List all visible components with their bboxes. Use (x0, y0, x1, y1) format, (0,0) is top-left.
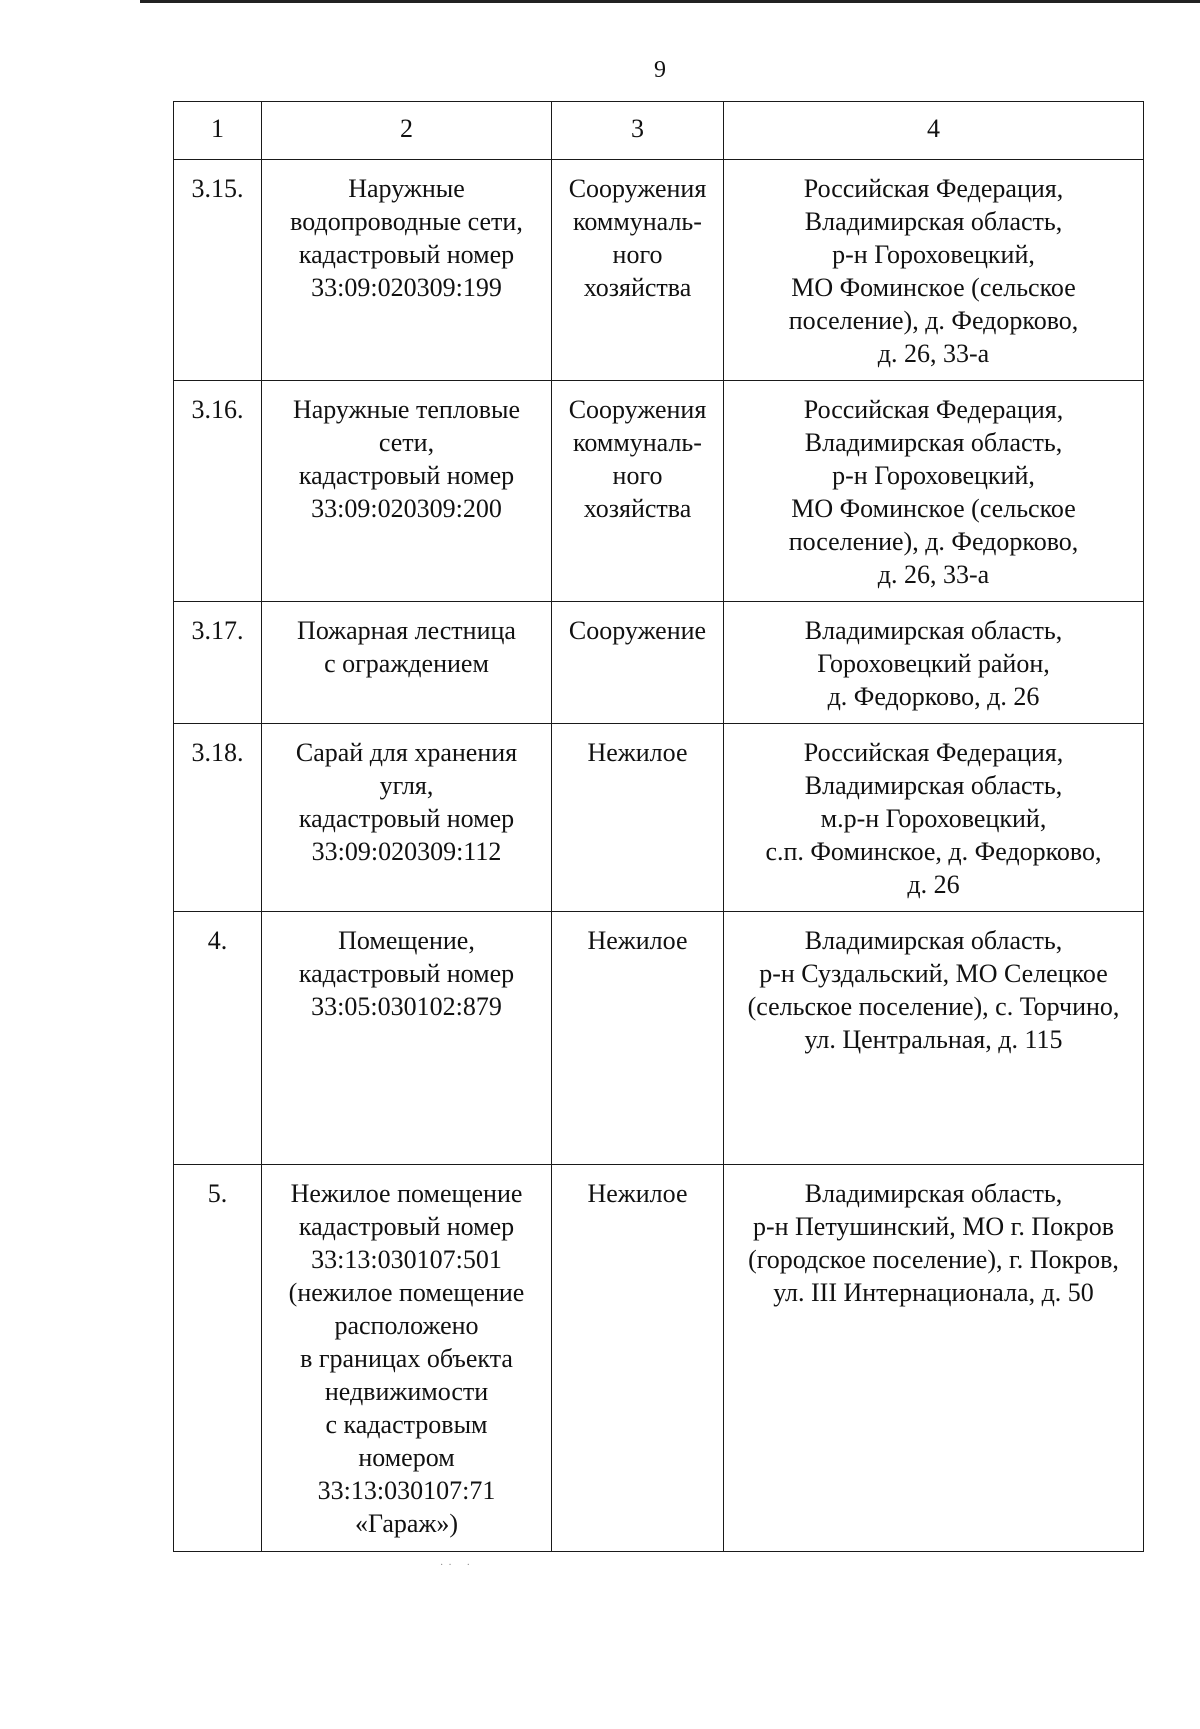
object-address: Российская Федерация, Владимирская область, м.р-н Гороховецкий, с.п. Фоминское, д. Федорково, д. 26 (724, 724, 1144, 912)
object-type: Нежилое (552, 912, 724, 1165)
object-type: Сооружения коммуналь- ного хозяйства (552, 381, 724, 602)
page-number: 9 (654, 57, 666, 83)
property-table (173, 101, 1144, 1552)
object-name: Наружные водопроводные сети, кадастровый номер 33:09:020309:199 (262, 160, 552, 381)
object-address: Владимирская область, р-н Суздальский, МО Селецкое (сельское поселение), с. Торчино, ул. Центральная, д. 115 (724, 912, 1144, 1165)
top-rule (140, 0, 1200, 3)
header-col-2: 2 (262, 102, 552, 160)
object-type: Нежилое (552, 724, 724, 912)
object-type: Сооружения коммуналь- ного хозяйства (552, 160, 724, 381)
object-address: Российская Федерация, Владимирская область, р-н Гороховецкий, МО Фоминское (сельское поселение), д. Федорково, д. 26, 33-а (724, 160, 1144, 381)
header-col-1: 1 (174, 102, 262, 160)
object-type: Нежилое (552, 1165, 724, 1552)
object-name: Наружные тепловые сети, кадастровый номер 33:09:020309:200 (262, 381, 552, 602)
object-type: Сооружение (552, 602, 724, 724)
row-number: 5. (174, 1165, 262, 1552)
scan-specks: · · · (440, 1560, 470, 1571)
row-number: 4. (174, 912, 262, 1165)
header-col-3: 3 (552, 102, 724, 160)
row-number: 3.15. (174, 160, 262, 381)
table-row (174, 1165, 1144, 1552)
table-row (174, 160, 1144, 381)
object-name: Пожарная лестница с ограждением (262, 602, 552, 724)
row-number: 3.16. (174, 381, 262, 602)
row-number: 3.17. (174, 602, 262, 724)
object-name: Сарай для хранения угля, кадастровый номер 33:09:020309:112 (262, 724, 552, 912)
object-address: Российская Федерация, Владимирская область, р-н Гороховецкий, МО Фоминское (сельское поселение), д. Федорково, д. 26, 33-а (724, 381, 1144, 602)
table-row (174, 724, 1144, 912)
object-address: Владимирская область, р-н Петушинский, МО г. Покров (городское поселение), г. Покров, ул. III Интернационала, д. 50 (724, 1165, 1144, 1552)
row-number: 3.18. (174, 724, 262, 912)
header-col-4: 4 (724, 102, 1144, 160)
table-row (174, 912, 1144, 1165)
object-name: Помещение, кадастровый номер 33:05:030102:879 (262, 912, 552, 1165)
header-row (174, 102, 1144, 160)
object-name: Нежилое помещение кадастровый номер 33:13:030107:501 (нежилое помещение расположено в границах объекта недвижимости с кадастровым номером 33:13:030107:71 «Гараж») (262, 1165, 552, 1552)
object-address: Владимирская область, Гороховецкий район, д. Федорково, д. 26 (724, 602, 1144, 724)
table-row (174, 602, 1144, 724)
table-row (174, 381, 1144, 602)
